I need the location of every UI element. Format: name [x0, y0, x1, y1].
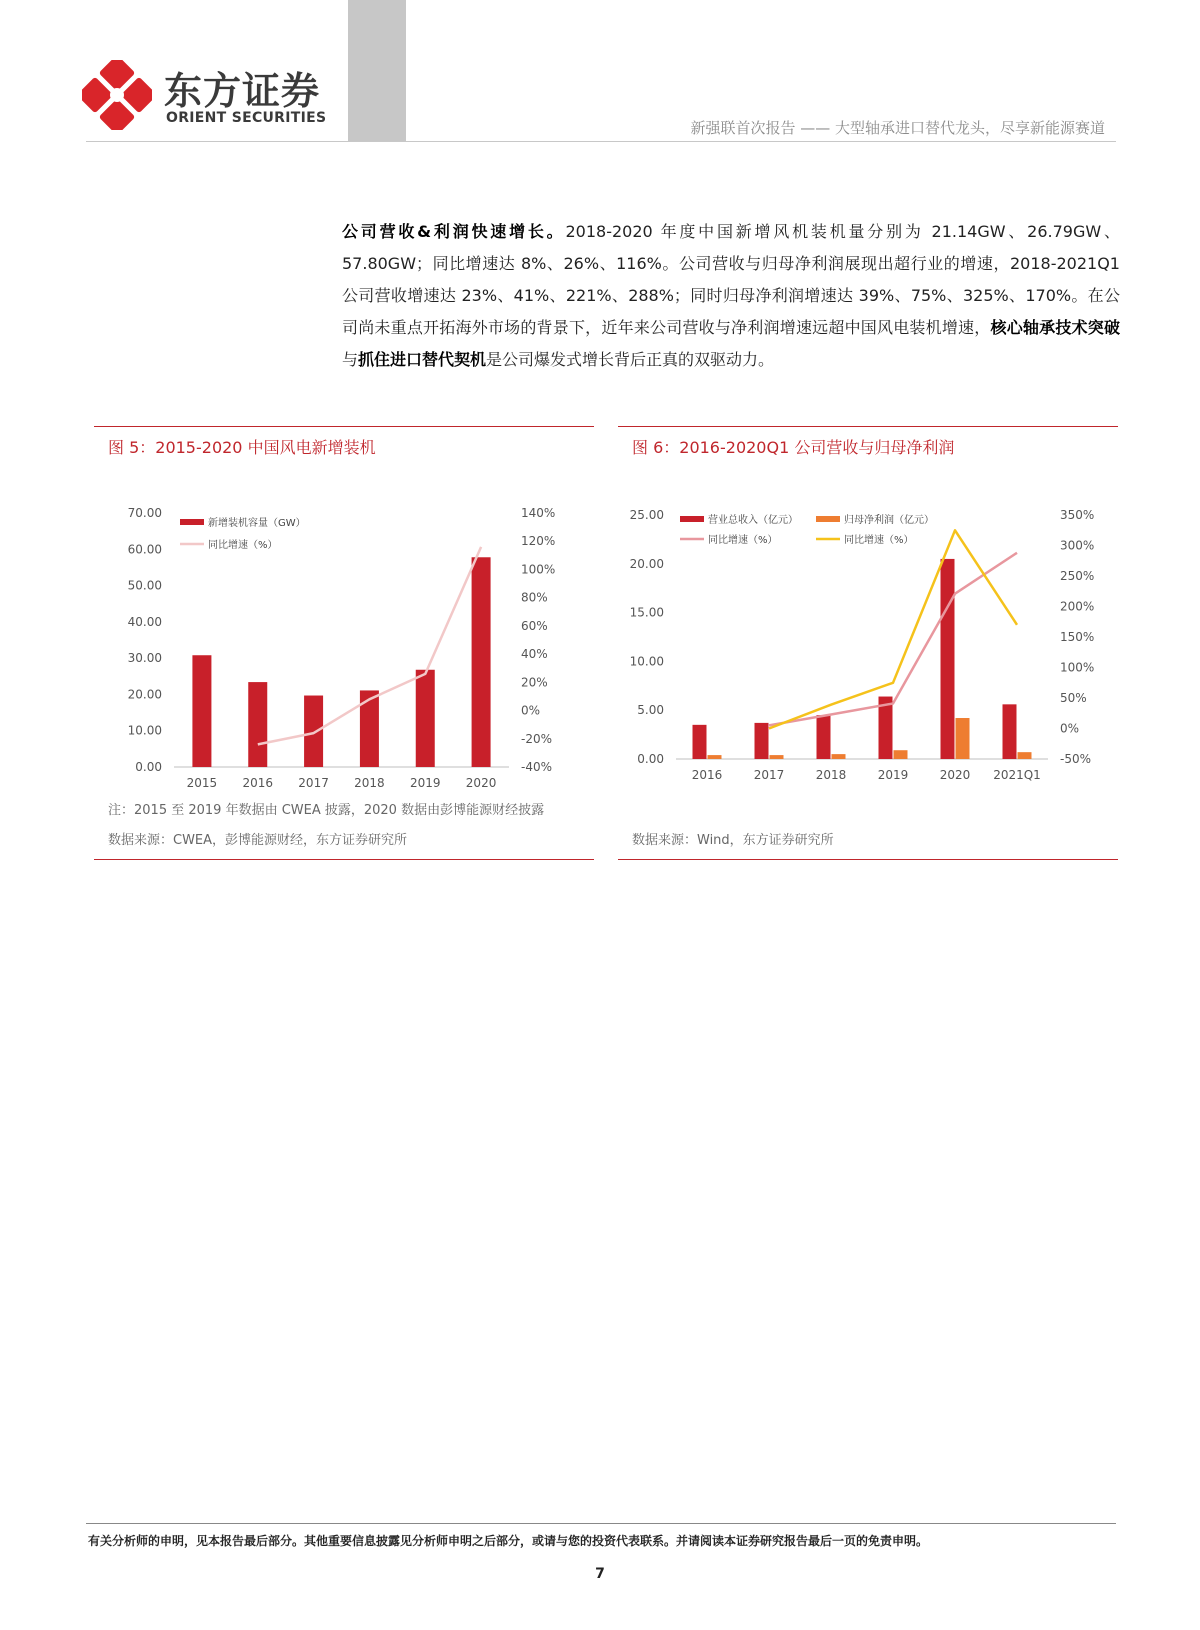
- x-tick-label: 2017: [753, 768, 785, 782]
- chart-revenue-profit: [618, 467, 1118, 787]
- growth-line-1: [769, 553, 1017, 726]
- y-tick-label: 20.00: [629, 556, 664, 571]
- x-tick-label: 2021Q1: [993, 768, 1041, 782]
- y2-tick-label: -40%: [521, 760, 553, 774]
- y2-tick-label: 300%: [1060, 538, 1095, 553]
- logo-chinese-name: 东方证券: [164, 69, 321, 113]
- footer-disclaimer: 有关分析师的申明，见本报告最后部分。其他重要信息披露见分析师申明之后部分，或请与您的投资代表联系。并请阅读本证券研究报告最后一页的免责申明。: [88, 1534, 929, 1548]
- footer-divider: [86, 1523, 1116, 1524]
- y2-tick-label: 250%: [1060, 569, 1095, 583]
- bar-2: [894, 750, 908, 759]
- x-tick-label: 2018: [815, 768, 847, 782]
- bar-1: [304, 696, 323, 767]
- figure-5: [94, 426, 594, 860]
- y-tick-label: 25.00: [629, 508, 664, 522]
- y-tick-label: 60.00: [127, 542, 162, 557]
- y2-tick-label: 20%: [521, 675, 548, 690]
- growth-line-2: [769, 530, 1017, 728]
- bar-2: [770, 755, 784, 759]
- x-tick-label: 2018: [354, 776, 385, 787]
- y-tick-label: 15.00: [629, 605, 664, 620]
- x-tick-label: 2020: [939, 768, 971, 782]
- y-tick-label: 50.00: [127, 578, 162, 593]
- y2-tick-label: 350%: [1060, 508, 1095, 522]
- logo-english-name: ORIENT SECURITIES: [166, 110, 327, 126]
- x-tick-label: 2016: [242, 776, 274, 787]
- figure-6: [618, 426, 1118, 860]
- bar-1: [1003, 704, 1017, 759]
- x-tick-label: 2019: [409, 776, 441, 787]
- legend-label: 新增装机容量（GW）: [208, 518, 306, 529]
- chart-wind-installations: [94, 467, 594, 787]
- para-emphasis-1: 核心轴承技术突破: [990, 318, 1120, 337]
- x-tick-label: 2019: [877, 768, 909, 782]
- y2-tick-label: 100%: [1060, 660, 1095, 675]
- y2-tick-label: 140%: [521, 506, 556, 520]
- y2-tick-label: -20%: [521, 731, 553, 746]
- y-tick-label: 70.00: [127, 506, 162, 520]
- y-tick-label: 0.00: [637, 752, 664, 766]
- header-gray-tab: [348, 0, 406, 142]
- bar-1: [472, 557, 491, 767]
- bar-1: [755, 723, 769, 759]
- y-tick-label: 0.00: [135, 760, 162, 774]
- figure-5-note: 注：2015 至 2019 年数据由 CWEA 披露，2020 数据由彭博能源财经披露: [108, 803, 545, 818]
- y2-tick-label: 100%: [521, 562, 556, 577]
- para-emphasis-2: 抓住进口替代契机: [358, 350, 487, 369]
- para-text-2: 与: [342, 350, 359, 369]
- bar-2: [832, 754, 846, 759]
- page-number: 7: [595, 1566, 605, 1582]
- legend-bar-swatch: [180, 519, 204, 525]
- bar-1: [248, 682, 267, 767]
- bar-1: [416, 670, 435, 767]
- bar-2: [956, 718, 970, 759]
- y2-tick-label: 60%: [521, 618, 548, 633]
- y-tick-label: 10.00: [629, 654, 664, 669]
- legend-bar-swatch: [816, 516, 840, 522]
- bar-1: [192, 655, 211, 767]
- y2-tick-label: 50%: [1060, 691, 1087, 705]
- legend-bar-swatch: [680, 516, 704, 522]
- bar-1: [693, 725, 707, 759]
- logo-mark-icon: [82, 60, 152, 130]
- y-tick-label: 40.00: [127, 614, 162, 629]
- y2-tick-label: 150%: [1060, 630, 1095, 644]
- y2-tick-label: 200%: [1060, 599, 1095, 614]
- y2-tick-label: 0%: [521, 703, 541, 718]
- report-subtitle: 新强联首次报告 —— 大型轴承进口替代龙头，尽享新能源赛道: [690, 119, 1105, 137]
- body-paragraph: [342, 216, 1120, 376]
- bar-2: [1018, 752, 1032, 759]
- y2-tick-label: -50%: [1060, 752, 1092, 766]
- y2-tick-label: 80%: [521, 590, 548, 605]
- y-tick-label: 5.00: [637, 703, 664, 718]
- bar-1: [817, 715, 831, 759]
- x-tick-label: 2016: [691, 768, 723, 782]
- x-tick-label: 2017: [298, 776, 329, 787]
- legend-label: 同比增速（%）: [208, 540, 278, 551]
- x-tick-label: 2015: [186, 776, 218, 787]
- bar-2: [708, 755, 722, 759]
- para-text-3: 是公司爆发式增长背后正真的双驱动力。: [486, 350, 775, 369]
- y2-tick-label: 120%: [521, 534, 556, 549]
- para-text-1: 2018-2020 年度中国新增风机装机量分别为 21.14GW、26.79GW、57.80GW；同比增速达 8%、26%、116%。公司营收与归母净利润展现出超行业的增速，2018-2021Q1 公司营收增速达 23%、41%、221%、288%；同时归母净利润增速达 39%、75%、325%、170%。在公司尚未重点开拓海外市场的背景下，近年来公司营收与净利润增速远超中国风电装机增速，: [342, 222, 1120, 337]
- y-tick-label: 30.00: [127, 651, 162, 666]
- y2-tick-label: 40%: [521, 647, 548, 662]
- figure-6-title: 图 6：2016-2020Q1 公司营收与归母净利润: [632, 438, 955, 457]
- y2-tick-label: 0%: [1060, 721, 1080, 736]
- figure-5-title: 图 5：2015-2020 中国风电新增装机: [108, 438, 376, 457]
- legend-label: 营业总收入（亿元）: [708, 515, 798, 526]
- y-tick-label: 10.00: [127, 723, 162, 738]
- para-lead: 公司营收&利润快速增长。: [342, 222, 566, 241]
- y-tick-label: 20.00: [127, 687, 162, 702]
- figure-5-source: 数据来源：CWEA，彭博能源财经，东方证券研究所: [108, 833, 408, 848]
- legend-label: 同比增速（%）: [844, 535, 914, 546]
- legend-label: 同比增速（%）: [708, 535, 778, 546]
- legend-label: 归母净利润（亿元）: [844, 515, 934, 526]
- figure-6-source: 数据来源：Wind，东方证券研究所: [632, 833, 834, 848]
- x-tick-label: 2020: [465, 776, 497, 787]
- bar-1: [941, 559, 955, 759]
- header-divider: [86, 141, 1116, 142]
